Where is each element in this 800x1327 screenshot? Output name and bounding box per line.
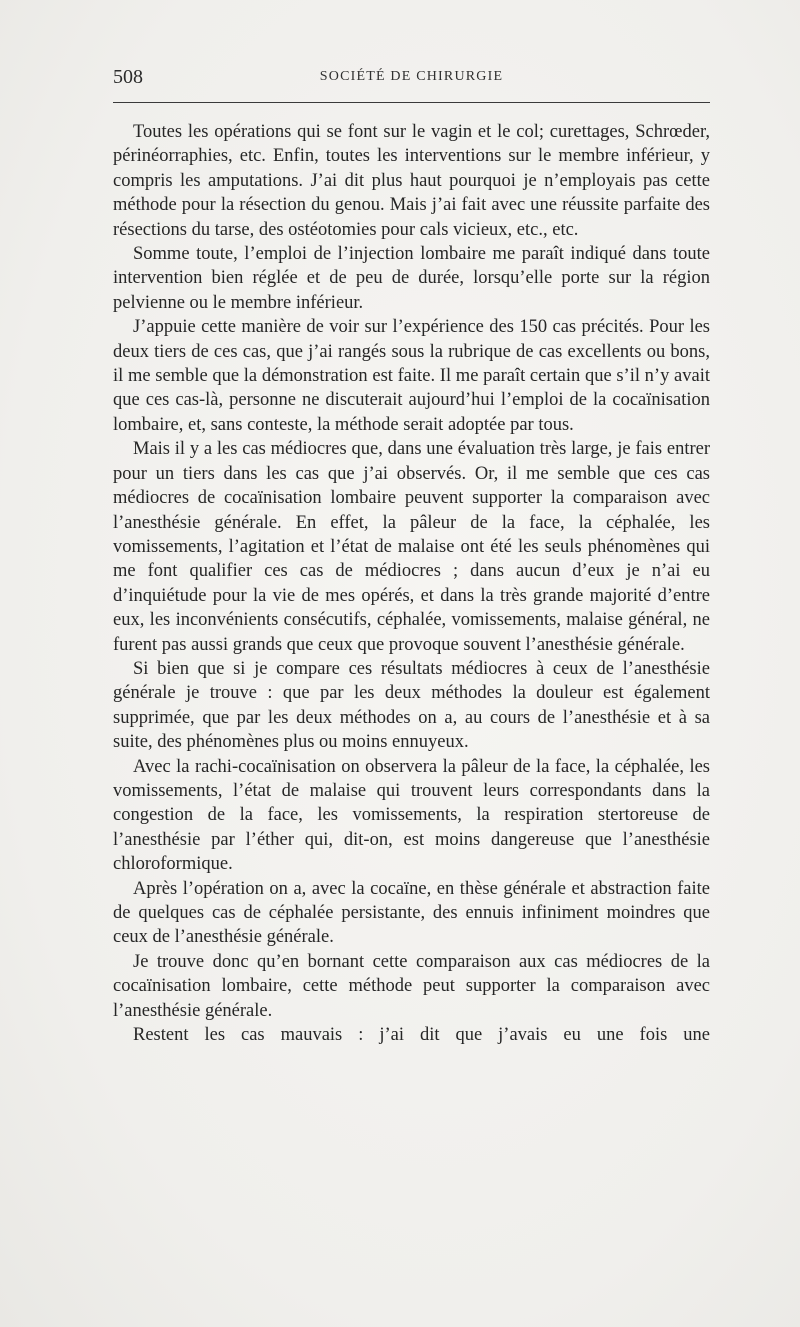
header-rule [113,102,710,103]
paragraph: Si bien que si je compare ces résultats médiocres à ceux de l’anesthésie générale je trouve : que par les deux méthodes la douleur est également supprimée, que par les deux méthodes on a, au cours de l’anesthésie et à sa suite, des phénomènes plus ou moins ennuyeux. [113,658,710,753]
paragraph: Je trouve donc qu’en bornant cette comparaison aux cas médiocres de la cocaïnisation lombaire, cette méthode peut supporter la comparaison avec l’anesthésie générale. [113,951,710,1021]
page-header [113,66,710,92]
paragraph: Après l’opération on a, avec la cocaïne, en thèse générale et abstraction faite de quelques cas de céphalée persistante, des ennuis infiniment moindres que ceux de l’anesthésie générale. [113,878,710,948]
body-text [113,120,710,1047]
paragraph: Mais il y a les cas médiocres que, dans une évaluation très large, je fais entrer pour un tiers dans les cas que j’ai observés. Or, il me semble que ces cas médiocres de cocaïnisation lombaire peuvent supporter la comparaison avec l’anesthésie générale. En effet, la pâleur de la face, la céphalée, les vomissements, l’agitation et l’état de malaise ont été les seuls phénomènes qui me font qualifier ces cas de médiocres ; dans aucun d’eux je n’ai eu d’inquiétude pour la vie de mes opérés, et dans la très grande majorité d’entre eux, les inconvénients consécutifs, céphalée, vomissements, malaise général, ne furent pas aussi grands que ceux que provoque souvent l’anesthésie générale. [113,439,710,655]
paragraph: J’appuie cette manière de voir sur l’expérience des 150 cas précités. Pour les deux tiers de ces cas, que j’ai rangés sous la rubrique de cas excellents ou bons, il me semble que la démonstration est faite. Il me paraît certain que s’il n’y avait que ces cas-là, personne ne discuterait aujourd’hui l’emploi de la cocaïnisation lombaire, et, sans conteste, la méthode serait adoptée par tous. [113,317,710,435]
paragraph: Restent les cas mauvais : j’ai dit que j’avais eu une fois une [133,1025,710,1046]
paragraph: Toutes les opérations qui se font sur le vagin et le col; curettages, Schrœder, périnéorraphies, etc. Enfin, toutes les interventions sur le membre inférieur, y compris les amputations. J’ai dit plus haut pourquoi je n’employais pas cette méthode pour la résection du genou. Mais j’ai fait avec une réussite parfaite des résections du tarse, des ostéotomies pour cals vicieux, etc., etc. [113,122,710,240]
running-head: SOCIÉTÉ DE CHIRURGIE [319,69,504,84]
paragraph: Avec la rachi-cocaïnisation on observera la pâleur de la face, la céphalée, les vomissements, l’état de malaise qui trouvent leurs correspondants dans la congestion de la face, les vomissements, la respiration stertoreuse de l’anesthésie par l’éther qui, dit-on, est moins dangereuse que l’anesthésie chloroformique. [113,756,710,875]
paragraph: Somme toute, l’emploi de l’injection lombaire me paraît indiqué dans toute intervention bien réglée et de peu de durée, lorsqu’elle porte sur la région pelvienne ou le membre inférieur. [113,244,710,313]
page-number: 508 [113,66,143,88]
